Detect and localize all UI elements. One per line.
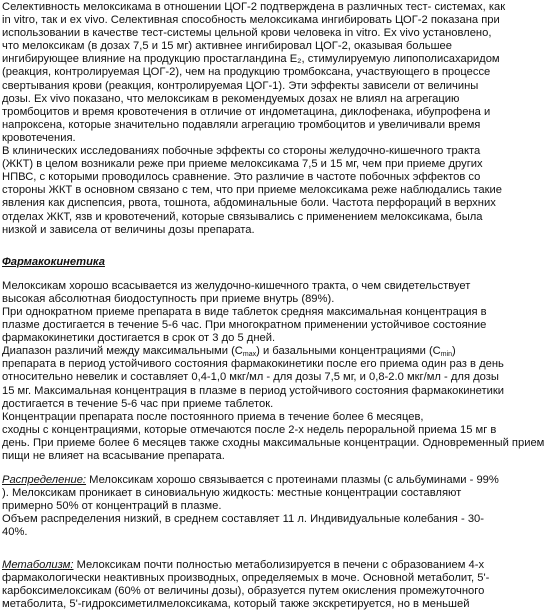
text-line: карбоксимелоксикам (60% от величины дозы), образуется путем окисления промежуточного bbox=[2, 584, 485, 597]
text-line: метаболита, 5'-гидроксиметилмелоксикама, который также экскретируется, но в меньшей bbox=[2, 597, 470, 610]
concentration-line: Диапазон различий между максимальными $(C_{max})$ и базальными концентрациями $(C_{min})$ bbox=[2, 345, 456, 359]
distribution-text bbox=[2, 474, 499, 539]
text-line: in vitro, так и ex vivo. Селективная способность мелоксикама ингибировать ЦОГ-2 показана при bbox=[2, 14, 500, 27]
text-line: (ЖКТ) в целом возникали реже при приеме мелоксикама 7,5 и 15 мг, чем при приеме других bbox=[2, 158, 483, 171]
document-page bbox=[2, 1, 544, 611]
section-gap bbox=[2, 269, 468, 280]
text-line: явления как диспепсия, рвота, тошнота, абдоминальные боли. Частота перфораций в верхних bbox=[2, 197, 496, 210]
text-line: высокая абсолютная биодоступность при приеме внутрь (89%). bbox=[2, 292, 335, 305]
text-line: тромбоцитов и время кровотечения в отличие от индометацина, диклофенака, ибупрофена и bbox=[2, 105, 491, 118]
text-line: фармакологически неактивных производных, определяемых в моче. Основной метаболит, 5'- bbox=[2, 571, 490, 584]
text-line: ингибирующее влияние на продукцию простагландина E₂, стимулируемую липополисахаридом bbox=[2, 53, 500, 66]
text-line: свертывания крови (реакция, контролируемая ЦОГ-1). Эти эффекты зависели от величины bbox=[2, 79, 479, 92]
text-line: (реакция, контролируемая ЦОГ-2), чем на продукцию тромбоксана, участвующего в процессе bbox=[2, 66, 491, 79]
text-line: В клинических исследованиях побочные эффекты со стороны желудочно-кишечного тракта bbox=[2, 145, 481, 158]
text-line: низкой и зависела от величины дозы препарата. bbox=[2, 223, 255, 236]
text-line: достигается в течение 5-6 час при приеме таблеток. bbox=[2, 397, 274, 410]
text-line: Мелоксикам хорошо всасывается из желудочно-кишечного тракта, о чем свидетельствует bbox=[2, 279, 471, 292]
text-line: день. При приеме более 6 месяцев также сходны максимальные концентрации. Одновременный прием bbox=[2, 436, 544, 449]
text-line: пищи не влияет на всасывание препарата. bbox=[2, 450, 225, 462]
metabolism-line: Метаболизм: Мелоксикам почти полностью метаболизируется в печени с образованием 4-х bbox=[2, 558, 485, 571]
text-line: отделах ЖКТ, язв и кровотечений, которые связывались с применением мелоксикама, была bbox=[2, 210, 483, 223]
metabolism-label: Метаболизм: bbox=[2, 558, 74, 571]
text-line: 15 мг. Максимальная концентрация в плазме в период устойчивого состояния фармакокинетики bbox=[2, 384, 505, 397]
concentration-text bbox=[2, 345, 544, 463]
text-line: препарата в период устойчивого состояния фармакокинетики после его приема один раз в день bbox=[2, 358, 504, 371]
text-line: Объем распределения низкий, в среднем составляет 11 л. Индивидуальные колебания - 30- bbox=[2, 513, 484, 526]
text-line: сходны с концентрациями, которые отмечаются после 2-х недель пероральной приема 15 мг в bbox=[2, 423, 497, 436]
section-title: Фармакокинетика bbox=[2, 255, 105, 268]
text-line: что мелоксикам (в дозах 7,5 и 15 мг) активнее ингибировал ЦОГ-2, оказывая большее bbox=[2, 40, 453, 53]
text-line: фармакокинетики достигается в срок от 3 до 5 дней. bbox=[2, 332, 276, 345]
text-line: Концентрации препарата после постоянного приема в течение более 6 месяцев, bbox=[2, 410, 424, 423]
text-line: примерно 50% от концентраций в плазме. bbox=[2, 500, 222, 513]
text-line: При однократном приеме препарата в виде таблеток средняя максимальная концентрация в bbox=[2, 305, 487, 318]
text-line: дозы. Ex vivo показано, что мелоксикам в рекомендуемых дозах не влиял на агрегацию bbox=[2, 92, 460, 105]
text-line: плазме достигается в течение 5-6 час. При многократном применении устойчивое состояние bbox=[2, 319, 487, 332]
text-line: использовании в качестве тест-системы цельной крови человека in vitro. Ex vivo установлено, bbox=[2, 27, 492, 40]
section-gap bbox=[2, 237, 468, 256]
text-line: ). Мелоксикам проникает в синовиальную жидкость: местные концентрации составляют bbox=[2, 487, 462, 500]
text-line: стороны ЖКТ в основном связано с тем, что при приеме мелоксикама реже наблюдались такие bbox=[2, 184, 502, 197]
text-line: относительно невелик и составляет 0,4-1,0 мкг/мл - для дозы 7,5 мг, и 0,8-2.0 мкг/мл - для дозы bbox=[2, 371, 499, 384]
section-gap bbox=[2, 540, 468, 559]
text-line: кровотечения. bbox=[2, 131, 76, 144]
section-gap bbox=[2, 463, 468, 474]
metabolism-text bbox=[2, 558, 490, 611]
text-line: Селективность мелоксикама в отношении ЦОГ-2 подтверждена в различных тест- системах, как bbox=[2, 1, 506, 13]
text-line: НПВС, с которыми проводилось сравнение. Это различие в частоте побочных эффектов со bbox=[2, 171, 481, 184]
distribution-label: Распределение: bbox=[2, 474, 87, 487]
pharmacodynamics-text bbox=[2, 1, 506, 237]
absorption-text bbox=[2, 279, 487, 345]
text-line: напроксена, которые значительно подавляли агрегацию тромбоцитов и увеличивали время bbox=[2, 118, 481, 131]
text-line: 40%. bbox=[2, 526, 28, 539]
distribution-line: Распределение: Мелоксикам хорошо связывается с протеинами плазмы (с альбуминами - 99% bbox=[2, 474, 499, 487]
